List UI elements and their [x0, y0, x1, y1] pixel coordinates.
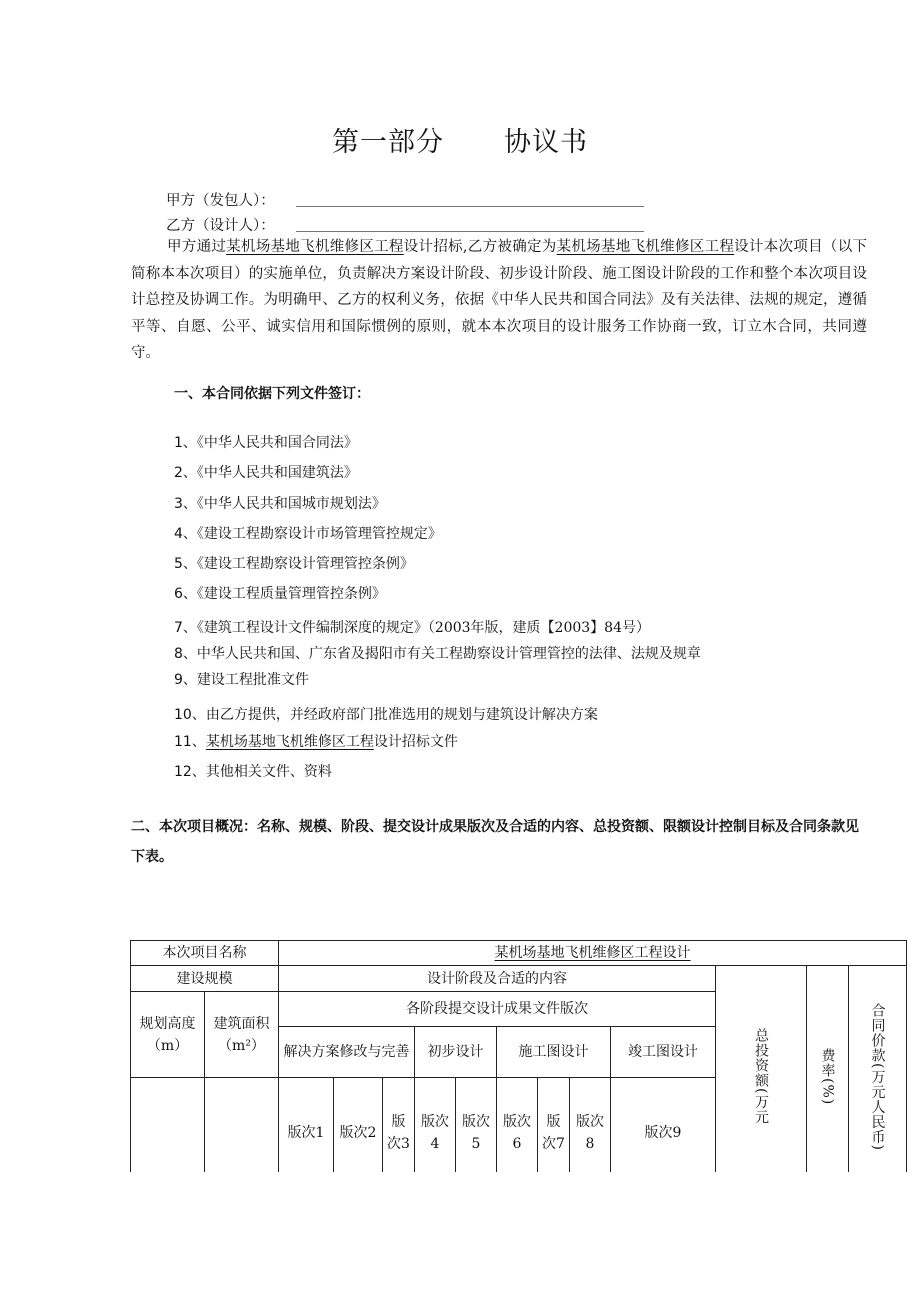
intro-text-1: 甲方通过 — [167, 239, 227, 255]
list-item: 6、《建设工程质量管理管控条例》 — [174, 586, 386, 602]
rate-header: 费率(%) — [807, 966, 849, 1188]
scale-label: 建设规模 — [131, 966, 279, 992]
height-value — [131, 1078, 205, 1188]
version-cell: 版次2 — [334, 1078, 383, 1188]
project-table — [130, 940, 907, 1188]
list-item: 8、中华人民共和国、广东省及揭阳市有关工程勘察设计管理管控的法律、法规及规章 — [174, 646, 701, 662]
version-cell: 版次7 — [538, 1078, 570, 1188]
page-title — [0, 120, 920, 159]
version-cell: 版次4 — [415, 1078, 456, 1188]
intro-paragraph — [131, 234, 867, 367]
version-cell: 版次3 — [383, 1078, 415, 1188]
version-cell: 版次6 — [497, 1078, 538, 1188]
project-name-1: 某机场基地飞机维修区工程 — [226, 239, 404, 255]
title-name: 协议书 — [504, 127, 588, 158]
list-item: 10、由乙方提供，并经政府部门批准选用的规划与建筑设计解决方案 — [174, 707, 598, 723]
party-a-blank — [296, 206, 644, 207]
area-header: 建筑面积（m²） — [205, 992, 279, 1078]
version-cell: 版次5 — [456, 1078, 497, 1188]
project-name-value: 某机场基地飞机维修区工程设计 — [279, 941, 907, 966]
scheme-header: 解决方案修改与完善 — [279, 1027, 415, 1078]
price-header: 合同价款(万元人民币) — [849, 966, 907, 1188]
list-item: 7、《建筑工程设计文件编制深度的规定》（2003年版，建质【2003】84号） — [174, 620, 650, 636]
list-item: 12、其他相关文件、资料 — [174, 764, 332, 780]
title-part: 第一部分 — [332, 127, 444, 158]
version-cell: 版次1 — [279, 1078, 334, 1188]
completion-header: 竣工图设计 — [611, 1027, 716, 1078]
party-b-blank — [296, 231, 644, 232]
area-value — [205, 1078, 279, 1188]
list-item: 1、《中华人民共和国合同法》 — [174, 435, 358, 451]
party-b-label: 乙方（设计人）： — [166, 218, 275, 234]
list-item: 3、《中华人民共和国城市规划法》 — [174, 496, 386, 512]
section-1-heading: 一、本合同依据下列文件签订： — [174, 386, 370, 402]
version-cell: 版次8 — [570, 1078, 611, 1188]
intro-text-3: 设计本次项目（以下简称本本次项目）的实施单位，负责解决方案设计阶段、初步设计阶段、施工图设计阶段的工作和整个本次项目设计总控及协调工作。为明确甲、乙方的权利义务，依据《中华人民共和国合同法》及有关法律、法规的规定，遵循平等、自愿、公平、诚实信用和国际惯例的原则，就本本次项目的设计服务工作协商一致，订立木合同，共同遵守。 — [131, 239, 868, 361]
party-a-label: 甲方（发包人）： — [166, 193, 275, 209]
list-item: 5、《建设工程勘察设计管理管控条例》 — [174, 556, 414, 572]
height-header: 规划高度（m） — [131, 992, 205, 1078]
list-item: 9、建设工程批准文件 — [174, 672, 309, 688]
version-cell: 版次9 — [611, 1078, 716, 1188]
project-name-2: 某机场基地飞机维修区工程 — [556, 239, 735, 255]
prelim-header: 初步设计 — [415, 1027, 497, 1078]
page-bottom-mask — [0, 1172, 920, 1301]
project-name-label: 本次项目名称 — [131, 941, 279, 966]
versions-header: 各阶段提交设计成果文件版次 — [279, 992, 716, 1027]
list-item: 11、某机场基地飞机维修区工程设计招标文件 — [174, 734, 458, 750]
phase-label: 设计阶段及合适的内容 — [279, 966, 716, 992]
investment-header: 总投资额(万元 — [716, 966, 807, 1188]
list-item: 2、《中华人民共和国建筑法》 — [174, 465, 358, 481]
list-item: 4、《建设工程勘察设计市场管理管控规定》 — [174, 526, 442, 542]
section-2-heading: 二、本次项目概况：名称、规模、阶段、提交设计成果版次及合适的内容、总投资额、限额设计控制目标及合同条款见下表。 — [131, 819, 859, 865]
construction-header: 施工图设计 — [497, 1027, 611, 1078]
intro-text-2: 设计招标,乙方被确定为 — [403, 239, 557, 255]
